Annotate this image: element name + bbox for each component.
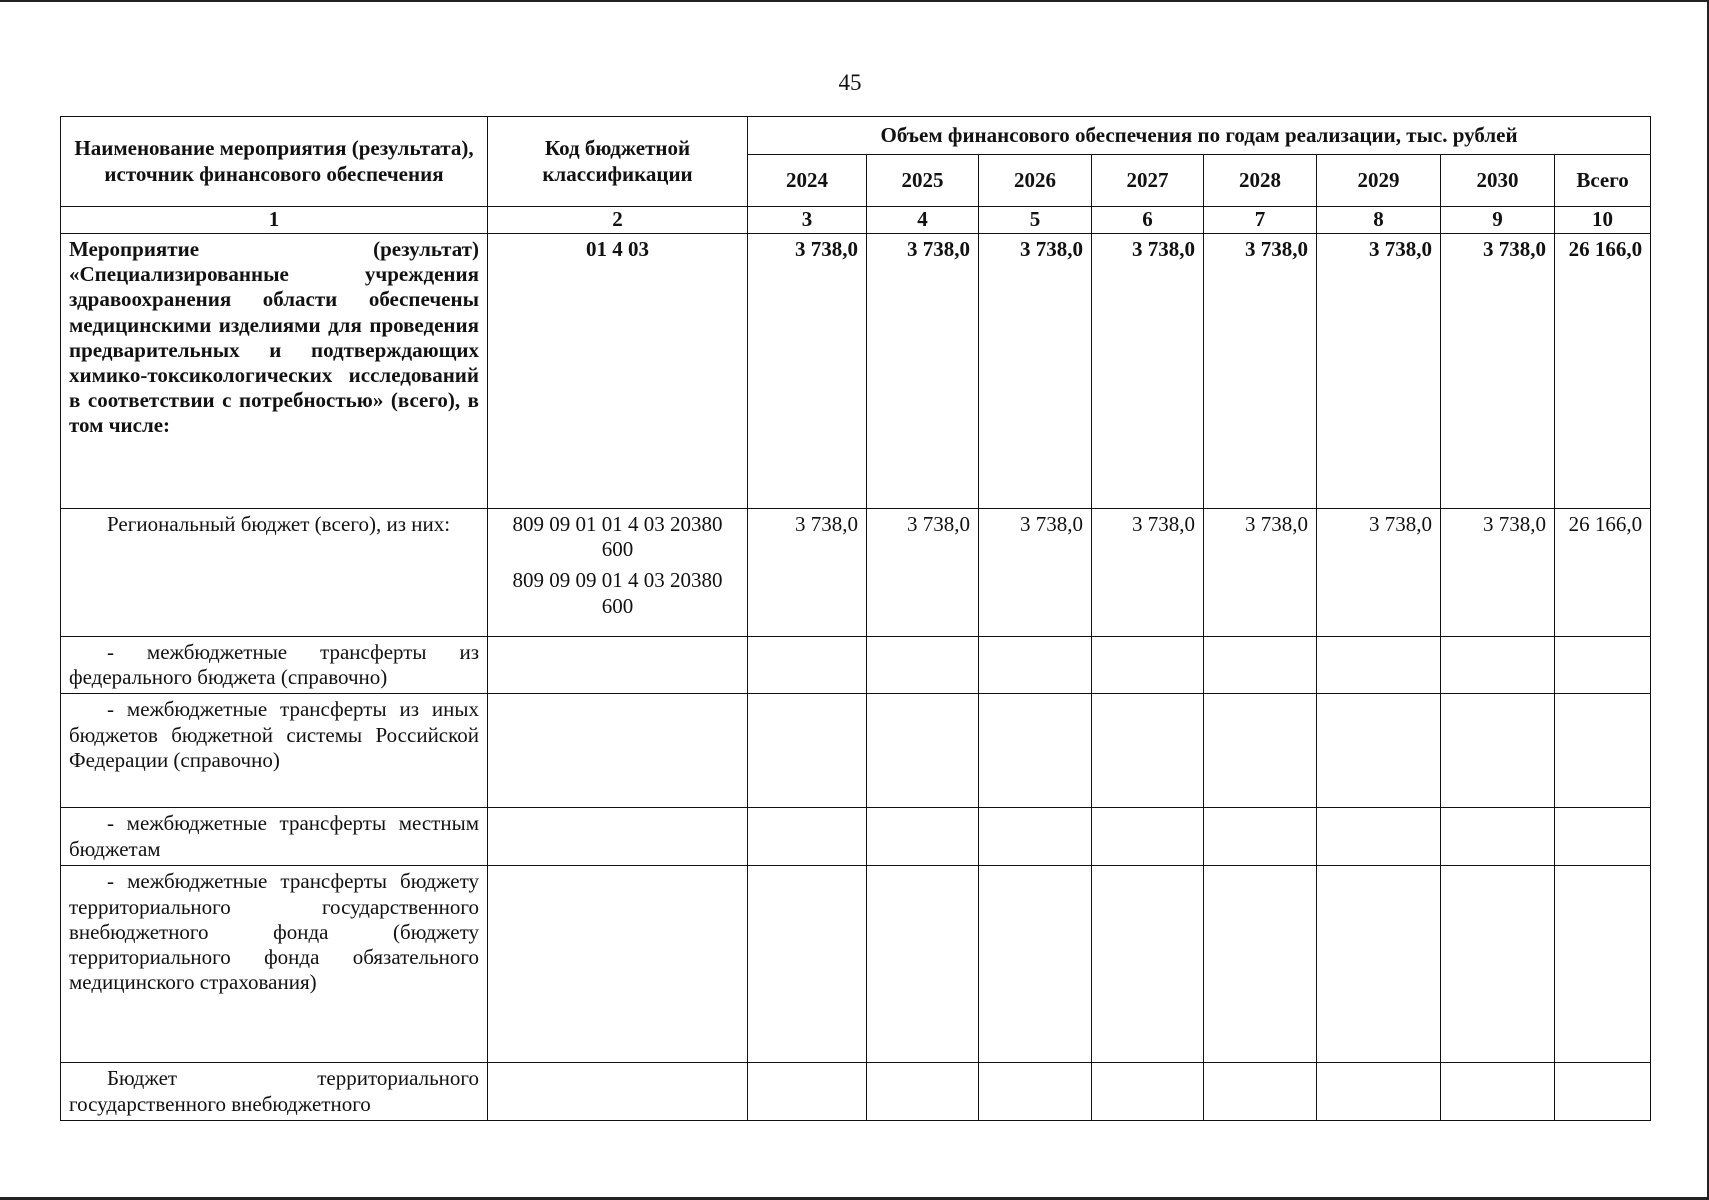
table-header: [61, 117, 1651, 207]
value-cell: [867, 637, 979, 694]
column-number: 2: [488, 207, 748, 234]
value-cell-total: 26 166,0: [1555, 234, 1651, 509]
table-row-other-budget-transfers: [61, 694, 1651, 808]
value-cell: 3 738,0: [979, 234, 1092, 509]
value-cell: 3 738,0: [867, 509, 979, 637]
value-cell: 3 738,0: [867, 234, 979, 509]
value-cell: [1441, 637, 1555, 694]
value-cell: [867, 1063, 979, 1121]
value-cell: [748, 694, 867, 808]
row-name: - межбюджетные трансферты из федерального бюджета (справочно): [61, 637, 488, 694]
row-name: Бюджет территориального государственного внебюджетного: [61, 1063, 488, 1121]
table-row-measure-total: [61, 234, 1651, 509]
value-cell: [1441, 866, 1555, 1063]
value-cell: [979, 694, 1092, 808]
row-name: Мероприятие (результат) «Специализированные учреждения здравоохранения области обеспечены медицинскими изделиями для проведения предварительных и подтверждающих химико-токсикологических исследований в соответствии с потребностью» (всего), в том числе:: [61, 234, 488, 509]
value-cell: [979, 808, 1092, 866]
value-cell: [1441, 1063, 1555, 1121]
budget-code: 809 09 01 01 4 03 20380 600: [512, 512, 723, 562]
header-year: 2026: [979, 155, 1092, 207]
column-number: 6: [1092, 207, 1204, 234]
value-cell: [748, 808, 867, 866]
value-cell: [1317, 637, 1441, 694]
column-number: 5: [979, 207, 1092, 234]
table-row-local-transfers: [61, 808, 1651, 866]
column-number: 4: [867, 207, 979, 234]
value-cell: 3 738,0: [1441, 234, 1555, 509]
value-cell: [979, 637, 1092, 694]
value-cell: 3 738,0: [1204, 509, 1317, 637]
value-cell: [1204, 1063, 1317, 1121]
value-cell: [867, 866, 979, 1063]
value-cell-total: [1555, 694, 1651, 808]
row-code: [488, 866, 748, 1063]
table-body: [61, 207, 1651, 1121]
row-name: - межбюджетные трансферты бюджету территориального государственного внебюджетного фонда (бюджету территориального фонда обязательного медицинского страхования): [61, 866, 488, 1063]
column-number: 8: [1317, 207, 1441, 234]
header-year: 2028: [1204, 155, 1317, 207]
value-cell: [748, 866, 867, 1063]
value-cell: [979, 1063, 1092, 1121]
row-code: [488, 509, 748, 637]
value-cell-total: [1555, 866, 1651, 1063]
value-cell: [748, 1063, 867, 1121]
value-cell: [1317, 694, 1441, 808]
value-cell: [1092, 866, 1204, 1063]
value-cell: [1317, 1063, 1441, 1121]
value-cell: [1441, 694, 1555, 808]
value-cell: 3 738,0: [748, 509, 867, 637]
column-number: 9: [1441, 207, 1555, 234]
value-cell: [1317, 866, 1441, 1063]
value-cell-total: [1555, 808, 1651, 866]
value-cell: 3 738,0: [979, 509, 1092, 637]
value-cell: [1092, 808, 1204, 866]
row-code: [488, 234, 748, 509]
value-cell: [1092, 1063, 1204, 1121]
value-cell: [979, 866, 1092, 1063]
header-volume-group: Объем финансового обеспечения по годам реализации, тыс. рублей: [748, 117, 1651, 155]
row-code: [488, 694, 748, 808]
table-row-regional-budget: [61, 509, 1651, 637]
table-row-federal-transfers: [61, 637, 1651, 694]
value-cell: [1204, 637, 1317, 694]
header-year: 2027: [1092, 155, 1204, 207]
header-year: 2030: [1441, 155, 1555, 207]
row-name: - межбюджетные трансферты из иных бюджетов бюджетной системы Российской Федерации (справочно): [61, 694, 488, 808]
value-cell-total: [1555, 637, 1651, 694]
budget-code: 01 4 03: [586, 237, 649, 261]
header-name-column: Наименование мероприятия (результата), источник финансового обеспечения: [61, 117, 488, 207]
page-frame-top: [0, 0, 1709, 2]
column-number: 7: [1204, 207, 1317, 234]
table-row-fund-transfers: [61, 866, 1651, 1063]
value-cell: 3 738,0: [1092, 509, 1204, 637]
value-cell: [867, 808, 979, 866]
value-cell: 3 738,0: [1204, 234, 1317, 509]
value-cell: 3 738,0: [1092, 234, 1204, 509]
column-number-row: [61, 207, 1651, 234]
header-year: 2024: [748, 155, 867, 207]
column-number: 1: [61, 207, 488, 234]
value-cell: [1317, 808, 1441, 866]
value-cell: 3 738,0: [1317, 509, 1441, 637]
table-row-fund-budget: [61, 1063, 1651, 1121]
row-name: - межбюджетные трансферты местным бюджетам: [61, 808, 488, 866]
value-cell: [1204, 808, 1317, 866]
column-number: 3: [748, 207, 867, 234]
value-cell: 3 738,0: [748, 234, 867, 509]
value-cell: [748, 637, 867, 694]
value-cell: 3 738,0: [1441, 509, 1555, 637]
row-code: [488, 1063, 748, 1121]
value-cell: [1092, 637, 1204, 694]
financing-table: [60, 116, 1651, 1121]
value-cell-total: [1555, 1063, 1651, 1121]
header-year: 2025: [867, 155, 979, 207]
value-cell: [867, 694, 979, 808]
value-cell: [1092, 694, 1204, 808]
header-year: 2029: [1317, 155, 1441, 207]
row-code: [488, 808, 748, 866]
budget-code: 809 09 09 01 4 03 20380 600: [512, 568, 723, 618]
value-cell: 3 738,0: [1317, 234, 1441, 509]
header-row-1: [61, 117, 1651, 155]
header-code-column: Код бюджетной классификации: [488, 117, 748, 207]
header-total: Всего: [1555, 155, 1651, 207]
column-number: 10: [1555, 207, 1651, 234]
page-number: 45: [838, 70, 862, 95]
value-cell: [1204, 866, 1317, 1063]
value-cell: [1204, 694, 1317, 808]
row-code: [488, 637, 748, 694]
row-name: Региональный бюджет (всего), из них:: [61, 509, 488, 637]
value-cell: [1441, 808, 1555, 866]
value-cell-total: 26 166,0: [1555, 509, 1651, 637]
